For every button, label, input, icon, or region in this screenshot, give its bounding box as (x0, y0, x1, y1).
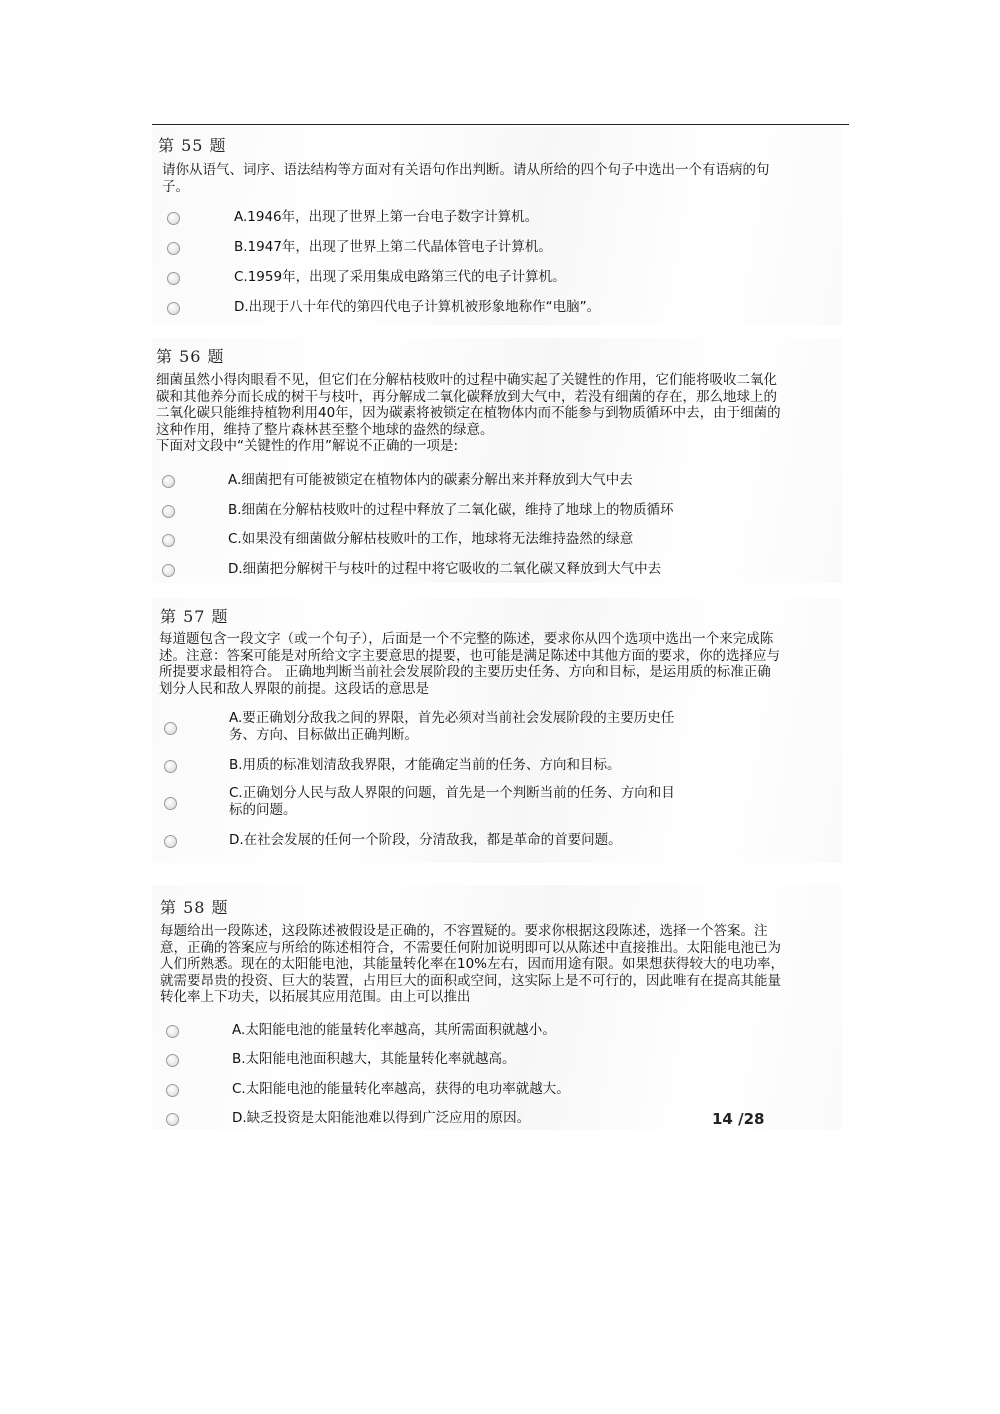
page-number: 14 /28 (712, 1110, 765, 1128)
question-title: 第 57 题 (160, 607, 229, 626)
radio-button[interactable] (162, 534, 175, 547)
question-text: 请你从语气、词序、语法结构等方面对有关语句作出判断。请从所给的四个句子中选出一个有语病的句 子。 (162, 162, 770, 195)
radio-button[interactable] (162, 475, 175, 488)
question-55 (152, 127, 842, 325)
question-56 (152, 338, 842, 583)
option-label: C.1959年，出现了采用集成电路第三代的电子计算机。 (234, 269, 566, 285)
radio-button[interactable] (166, 1113, 179, 1126)
question-58 (152, 885, 842, 1130)
option-label: A.细菌把有可能被锁定在植物体内的碳素分解出来并释放到大气中去 (228, 472, 633, 488)
radio-button[interactable] (167, 272, 180, 285)
option-label: B.1947年，出现了世界上第二代晶体管电子计算机。 (234, 239, 552, 255)
question-title: 第 55 题 (158, 136, 227, 155)
radio-button[interactable] (164, 722, 177, 735)
option-label: D.出现于八十年代的第四代电子计算机被形象地称作“电脑”。 (234, 299, 601, 315)
question-title: 第 58 题 (160, 898, 229, 917)
option-label: C.太阳能电池的能量转化率越高，获得的电功率就越大。 (232, 1081, 570, 1097)
radio-button[interactable] (167, 302, 180, 315)
radio-button[interactable] (166, 1084, 179, 1097)
radio-button[interactable] (166, 1054, 179, 1067)
option-label: B.用质的标准划清敌我界限，才能确定当前的任务、方向和目标。 (229, 757, 621, 773)
radio-button[interactable] (166, 1025, 179, 1038)
option-label: D.在社会发展的任何一个阶段，分清敌我，都是革命的首要问题。 (229, 832, 622, 848)
option-label: B.太阳能电池面积越大，其能量转化率就越高。 (232, 1051, 516, 1067)
question-title: 第 56 题 (156, 347, 225, 366)
option-label: A.要正确划分敌我之间的界限，首先必须对当前社会发展阶段的主要历史任 务、方向、目标做出正确判断。 (229, 710, 675, 743)
option-label: A.1946年，出现了世界上第一台电子数字计算机。 (234, 209, 539, 225)
option-label: D.细菌把分解树干与枝叶的过程中将它吸收的二氧化碳又释放到大气中去 (228, 561, 662, 577)
option-label: C.如果没有细菌做分解枯枝败叶的工作，地球将无法维持盎然的绿意 (228, 531, 634, 547)
radio-button[interactable] (162, 505, 175, 518)
radio-button[interactable] (164, 835, 177, 848)
question-text: 细菌虽然小得肉眼看不见，但它们在分解枯枝败叶的过程中确实起了关键性的作用，它们能将吸收二氧化 碳和其他养分而长成的树干与枝叶，再分解成二氧化碳释放到大气中，若没有细菌的存在，那么地球上的 二氧化碳只能维持植物利用40年，因为碳素将被锁定在植物体内而不能参与到物质循环中去，由于细菌的 这种作用，维持了整片森林甚至整个地球的盎然的绿意。 下面对文段中“关键性的作用”解说不正确的一项是: (156, 372, 781, 454)
radio-button[interactable] (167, 242, 180, 255)
option-label: D.缺乏投资是太阳能池难以得到广泛应用的原因。 (232, 1110, 531, 1126)
option-label: C.正确划分人民与敌人界限的问题，首先是一个判断当前的任务、方向和目 标的问题。 (229, 785, 675, 818)
question-text: 每题给出一段陈述，这段陈述被假设是正确的，不容置疑的。要求你根据这段陈述，选择一个答案。注 意，正确的答案应与所给的陈述相符合，不需要任何附加说明即可以从陈述中直接推出。太阳能电池已为 人们所熟悉。现在的太阳能电池，其能量转化率在10%左右，因而用途有限。如果想获得较大的电功率， 就需要昂贵的投资、巨大的装置，占用巨大的面积或空间，这实际上是不可行的，因此唯有在提高其能量 转化率上下功夫，以拓展其应用范围。由上可以推出 (160, 923, 785, 1005)
top-rule (152, 124, 849, 125)
question-57 (152, 598, 842, 863)
radio-button[interactable] (164, 760, 177, 773)
radio-button[interactable] (162, 564, 175, 577)
radio-button[interactable] (164, 797, 177, 810)
option-label: A.太阳能电池的能量转化率越高，其所需面积就越小。 (232, 1022, 556, 1038)
option-label: B.细菌在分解枯枝败叶的过程中释放了二氧化碳，维持了地球上的物质循环 (228, 502, 674, 518)
radio-button[interactable] (167, 212, 180, 225)
question-text: 每道题包含一段文字（或一个句子），后面是一个不完整的陈述，要求你从四个选项中选出一个来完成陈 述。注意：答案可能是对所给文字主要意思的提要，也可能是满足陈述中其他方面的要求，你的选择应与 所提要求最相符合。 正确地判断当前社会发展阶段的主要历史任务、方向和目标，是运用质的标准正确 划分人民和敌人界限的前提。这段话的意思是 (159, 631, 780, 697)
